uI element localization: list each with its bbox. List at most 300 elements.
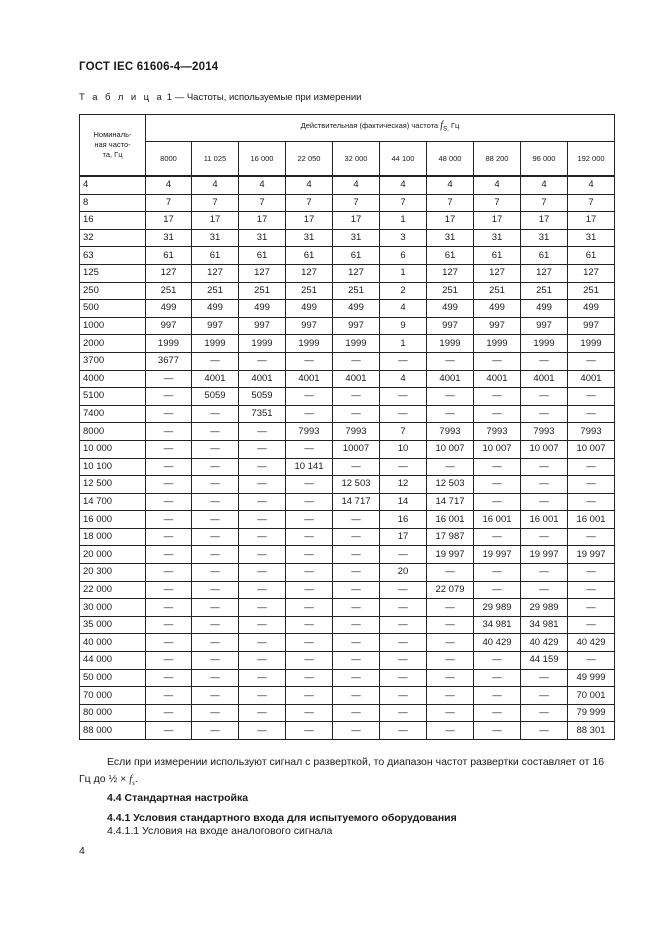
actual-frequency-cell: — — [192, 423, 239, 441]
actual-frequency-cell: — — [568, 599, 615, 617]
actual-frequency-cell: — — [286, 616, 333, 634]
table-row — [80, 634, 615, 652]
actual-frequency-cell: 12 503 — [427, 476, 474, 494]
actual-frequency-cell: — — [521, 528, 568, 546]
actual-frequency-cell: 61 — [568, 247, 615, 265]
actual-frequency-cell: — — [427, 388, 474, 406]
actual-frequency-cell: — — [192, 493, 239, 511]
actual-frequency-cell: — — [192, 616, 239, 634]
actual-frequency-cell: — — [286, 722, 333, 740]
actual-frequency-cell: 4 — [521, 176, 568, 194]
actual-frequency-cell: 127 — [192, 264, 239, 282]
actual-frequency-cell: 10 007 — [474, 440, 521, 458]
actual-frequency-cell: — — [286, 476, 333, 494]
actual-frequency-cell: 499 — [146, 300, 192, 318]
actual-frequency-cell: — — [521, 669, 568, 687]
actual-frequency-cell: 16 001 — [521, 511, 568, 529]
actual-frequency-cell: — — [427, 722, 474, 740]
sweep-note-fs-sub: s — [132, 779, 135, 788]
column-header: 96 000 — [521, 142, 568, 177]
actual-frequency-cell: — — [146, 564, 192, 582]
actual-frequency-cell: — — [380, 616, 427, 634]
nominal-frequency-cell: 5100 — [80, 388, 146, 406]
actual-frequency-cell: 251 — [521, 282, 568, 300]
actual-frequency-cell: 31 — [286, 229, 333, 247]
actual-frequency-cell: 499 — [286, 300, 333, 318]
actual-frequency-cell: — — [380, 687, 427, 705]
nominal-frequency-cell: 1000 — [80, 317, 146, 335]
actual-frequency-cell: 997 — [333, 317, 380, 335]
actual-frequency-cell: 7993 — [333, 423, 380, 441]
actual-frequency-cell: — — [380, 388, 427, 406]
actual-frequency-cell: — — [192, 634, 239, 652]
actual-frequency-cell: — — [239, 528, 286, 546]
actual-frequency-cell: — — [474, 458, 521, 476]
actual-frequency-cell: — — [192, 599, 239, 617]
nominal-frequency-cell: 12 500 — [80, 476, 146, 494]
actual-frequency-cell: 499 — [521, 300, 568, 318]
actual-frequency-cell: 10 — [380, 440, 427, 458]
actual-frequency-cell: 19 997 — [474, 546, 521, 564]
actual-frequency-cell: 5059 — [192, 388, 239, 406]
actual-frequency-cell: — — [521, 493, 568, 511]
actual-frequency-cell: — — [521, 704, 568, 722]
table-row — [80, 687, 615, 705]
actual-frequency-cell: — — [568, 528, 615, 546]
actual-frequency-cell: 10007 — [333, 440, 380, 458]
actual-frequency-cell: — — [521, 458, 568, 476]
actual-frequency-cell: — — [427, 669, 474, 687]
actual-frequency-cell: — — [239, 652, 286, 670]
column-header: 22 050 — [286, 142, 333, 177]
actual-frequency-cell: 29 989 — [474, 599, 521, 617]
actual-frequency-cell: 1999 — [239, 335, 286, 353]
actual-frequency-cell: 127 — [146, 264, 192, 282]
actual-frequency-cell: 40 429 — [521, 634, 568, 652]
actual-frequency-cell: — — [146, 528, 192, 546]
actual-frequency-cell: — — [474, 405, 521, 423]
actual-frequency-cell: 4 — [427, 176, 474, 194]
actual-frequency-cell: 1999 — [521, 335, 568, 353]
actual-frequency-cell: — — [239, 423, 286, 441]
actual-frequency-cell: 4 — [239, 176, 286, 194]
actual-frequency-cell: 6 — [380, 247, 427, 265]
table-row — [80, 317, 615, 335]
actual-header-text: Действительная (фактическая) частота — [300, 121, 439, 131]
actual-frequency-cell: — — [333, 616, 380, 634]
actual-frequency-cell: 17 — [146, 212, 192, 230]
actual-frequency-cell: — — [239, 687, 286, 705]
table-row — [80, 229, 615, 247]
nominal-frequency-cell: 32 — [80, 229, 146, 247]
actual-frequency-cell: 17 — [380, 528, 427, 546]
actual-frequency-cell: 31 — [474, 229, 521, 247]
nominal-frequency-cell: 2000 — [80, 335, 146, 353]
actual-frequency-cell: 7 — [521, 194, 568, 212]
actual-frequency-cell: 1999 — [333, 335, 380, 353]
actual-frequency-cell: 5059 — [239, 388, 286, 406]
actual-frequency-cell: 997 — [146, 317, 192, 335]
actual-frequency-cell: 4001 — [474, 370, 521, 388]
table-row — [80, 599, 615, 617]
actual-frequency-cell: — — [286, 599, 333, 617]
actual-frequency-cell: — — [568, 405, 615, 423]
nominal-frequency-cell: 500 — [80, 300, 146, 318]
nominal-frequency-cell: 8000 — [80, 423, 146, 441]
actual-frequency-cell: 7993 — [568, 423, 615, 441]
actual-frequency-cell: 17 987 — [427, 528, 474, 546]
table-row — [80, 722, 615, 740]
sweep-note-paragraph — [79, 754, 615, 792]
actual-frequency-cell: — — [192, 722, 239, 740]
actual-frequency-cell: 499 — [568, 300, 615, 318]
actual-frequency-cell: 997 — [568, 317, 615, 335]
actual-frequency-cell: 127 — [286, 264, 333, 282]
actual-frequency-cell: 17 — [568, 212, 615, 230]
actual-frequency-cell: 251 — [474, 282, 521, 300]
actual-frequency-cell: — — [146, 704, 192, 722]
actual-frequency-cell: — — [380, 546, 427, 564]
actual-frequency-cell: — — [333, 458, 380, 476]
actual-frequency-cell: 7993 — [427, 423, 474, 441]
fs-subscript: S, — [442, 125, 449, 133]
actual-frequency-cell: — — [474, 564, 521, 582]
actual-frequency-cell: — — [333, 388, 380, 406]
actual-frequency-cell: 34 981 — [474, 616, 521, 634]
actual-frequency-cell: — — [333, 405, 380, 423]
nominal-frequency-cell: 30 000 — [80, 599, 146, 617]
actual-frequency-cell: — — [474, 476, 521, 494]
actual-frequency-cell: — — [333, 564, 380, 582]
actual-frequency-cell: — — [239, 704, 286, 722]
nominal-frequency-cell: 40 000 — [80, 634, 146, 652]
actual-frequency-cell: 4 — [380, 370, 427, 388]
nominal-frequency-cell: 50 000 — [80, 669, 146, 687]
actual-frequency-cell: — — [286, 652, 333, 670]
actual-frequency-cell: 19 997 — [427, 546, 474, 564]
nominal-frequency-cell: 10 100 — [80, 458, 146, 476]
actual-frequency-cell: 7993 — [521, 423, 568, 441]
column-header: 16 000 — [239, 142, 286, 177]
actual-frequency-cell: 4001 — [192, 370, 239, 388]
actual-frequency-cell: — — [427, 616, 474, 634]
actual-frequency-cell: — — [521, 405, 568, 423]
actual-frequency-cell: 4 — [333, 176, 380, 194]
actual-frequency-cell: 61 — [474, 247, 521, 265]
actual-frequency-cell: — — [380, 581, 427, 599]
actual-frequency-cell: — — [286, 388, 333, 406]
actual-frequency-cell: — — [333, 581, 380, 599]
actual-frequency-cell: — — [333, 528, 380, 546]
actual-frequency-cell: — — [333, 704, 380, 722]
actual-frequency-cell: — — [427, 352, 474, 370]
actual-frequency-cell: 2 — [380, 282, 427, 300]
actual-frequency-cell: — — [239, 634, 286, 652]
actual-frequency-cell: 7 — [474, 194, 521, 212]
actual-frequency-cell: — — [239, 440, 286, 458]
actual-frequency-cell: — — [239, 564, 286, 582]
sweep-note-text: Если при измерении используют сигнал с разверткой, то диапазон частот развертки составляет от 16 Гц до ½ × — [79, 756, 605, 785]
column-header: 11 025 — [192, 142, 239, 177]
actual-frequency-cell: — — [192, 458, 239, 476]
table-caption — [79, 92, 362, 103]
actual-frequency-cell: — — [239, 722, 286, 740]
actual-frequency-cell: 1 — [380, 335, 427, 353]
actual-frequency-cell: 127 — [239, 264, 286, 282]
actual-frequency-cell: 88 301 — [568, 722, 615, 740]
actual-frequency-cell: 997 — [286, 317, 333, 335]
actual-frequency-cell: — — [521, 388, 568, 406]
table-row — [80, 493, 615, 511]
actual-frequency-cell: 1 — [380, 212, 427, 230]
nominal-frequency-cell: 250 — [80, 282, 146, 300]
actual-frequency-cell: — — [146, 511, 192, 529]
actual-frequency-cell: 31 — [146, 229, 192, 247]
actual-frequency-cell: — — [568, 616, 615, 634]
actual-frequency-cell: 1999 — [568, 335, 615, 353]
actual-frequency-cell: 7 — [427, 194, 474, 212]
table-row — [80, 458, 615, 476]
actual-frequency-cell: 4001 — [333, 370, 380, 388]
actual-frequency-cell: — — [146, 687, 192, 705]
actual-frequency-cell: — — [146, 599, 192, 617]
actual-frequency-cell: — — [192, 528, 239, 546]
actual-frequency-cell: 19 997 — [521, 546, 568, 564]
actual-frequency-cell: 16 — [380, 511, 427, 529]
actual-frequency-cell: 31 — [239, 229, 286, 247]
column-header: 8000 — [146, 142, 192, 177]
actual-frequency-cell: 9 — [380, 317, 427, 335]
actual-frequency-cell: 1 — [380, 264, 427, 282]
actual-frequency-cell: 251 — [146, 282, 192, 300]
actual-frequency-cell: 34 981 — [521, 616, 568, 634]
actual-frequency-cell: 17 — [333, 212, 380, 230]
nominal-frequency-cell: 16 000 — [80, 511, 146, 529]
actual-frequency-cell: 14 717 — [333, 493, 380, 511]
actual-frequency-cell: — — [521, 722, 568, 740]
table-row — [80, 176, 615, 194]
actual-frequency-cell: 10 141 — [286, 458, 333, 476]
actual-frequency-cell: 7351 — [239, 405, 286, 423]
actual-frequency-cell: 16 001 — [568, 511, 615, 529]
column-header: 44 100 — [380, 142, 427, 177]
actual-frequency-cell: 31 — [521, 229, 568, 247]
actual-frequency-cell: — — [474, 528, 521, 546]
actual-frequency-cell: 1999 — [146, 335, 192, 353]
table-row — [80, 388, 615, 406]
nominal-header-line: Номиналь- — [93, 130, 132, 139]
actual-frequency-cell: 61 — [286, 247, 333, 265]
nominal-frequency-cell: 18 000 — [80, 528, 146, 546]
actual-frequency-cell: — — [333, 546, 380, 564]
actual-frequency-cell: — — [239, 616, 286, 634]
actual-frequency-header — [146, 115, 615, 142]
nominal-frequency-cell: 63 — [80, 247, 146, 265]
actual-frequency-cell: — — [380, 669, 427, 687]
actual-frequency-cell: — — [427, 687, 474, 705]
actual-frequency-cell: 10 007 — [568, 440, 615, 458]
actual-frequency-cell: 10 007 — [427, 440, 474, 458]
actual-frequency-cell: — — [568, 652, 615, 670]
table-row — [80, 282, 615, 300]
actual-frequency-cell: 7 — [146, 194, 192, 212]
nominal-frequency-cell: 88 000 — [80, 722, 146, 740]
table-row — [80, 528, 615, 546]
actual-frequency-cell: — — [146, 388, 192, 406]
actual-frequency-cell: — — [427, 564, 474, 582]
nominal-frequency-cell: 14 700 — [80, 493, 146, 511]
table-row — [80, 564, 615, 582]
actual-frequency-cell: — — [568, 388, 615, 406]
actual-frequency-cell: 1999 — [427, 335, 474, 353]
nominal-frequency-cell: 80 000 — [80, 704, 146, 722]
actual-frequency-cell: — — [568, 476, 615, 494]
actual-frequency-cell: 12 — [380, 476, 427, 494]
actual-frequency-cell: — — [286, 352, 333, 370]
nominal-frequency-cell: 22 000 — [80, 581, 146, 599]
actual-frequency-cell: — — [333, 599, 380, 617]
actual-frequency-cell: — — [474, 388, 521, 406]
actual-frequency-cell: 499 — [474, 300, 521, 318]
actual-frequency-cell: — — [380, 458, 427, 476]
table-row — [80, 616, 615, 634]
actual-frequency-cell: 4 — [146, 176, 192, 194]
actual-frequency-cell: 997 — [239, 317, 286, 335]
actual-frequency-cell: 14 — [380, 493, 427, 511]
nominal-frequency-cell: 70 000 — [80, 687, 146, 705]
actual-frequency-cell: — — [239, 546, 286, 564]
actual-frequency-cell: — — [239, 458, 286, 476]
actual-frequency-cell: — — [427, 405, 474, 423]
actual-frequency-cell: 3677 — [146, 352, 192, 370]
table-row — [80, 405, 615, 423]
actual-frequency-cell: — — [192, 405, 239, 423]
table-row — [80, 264, 615, 282]
actual-frequency-cell: 70 001 — [568, 687, 615, 705]
actual-frequency-cell: 61 — [192, 247, 239, 265]
frequency-table — [79, 114, 615, 740]
actual-frequency-cell: — — [146, 616, 192, 634]
actual-frequency-cell: — — [239, 352, 286, 370]
nominal-frequency-cell: 20 300 — [80, 564, 146, 582]
actual-frequency-cell: 4001 — [427, 370, 474, 388]
actual-frequency-cell: 251 — [427, 282, 474, 300]
table-row — [80, 423, 615, 441]
table-row — [80, 440, 615, 458]
actual-frequency-cell: 17 — [521, 212, 568, 230]
actual-frequency-cell: — — [380, 599, 427, 617]
actual-frequency-cell: 7993 — [474, 423, 521, 441]
table-row — [80, 511, 615, 529]
actual-frequency-cell: — — [239, 493, 286, 511]
actual-frequency-cell: — — [474, 352, 521, 370]
actual-frequency-cell: — — [192, 669, 239, 687]
actual-frequency-cell: 29 989 — [521, 599, 568, 617]
actual-frequency-cell: — — [568, 564, 615, 582]
actual-frequency-cell: 31 — [192, 229, 239, 247]
actual-frequency-cell: 127 — [333, 264, 380, 282]
actual-frequency-cell: — — [427, 652, 474, 670]
actual-frequency-cell: — — [239, 669, 286, 687]
actual-frequency-cell: 127 — [427, 264, 474, 282]
table-caption-title: 1 — Частоты, используемые при измерении — [166, 92, 362, 103]
actual-frequency-cell: — — [521, 581, 568, 599]
actual-frequency-cell: — — [521, 564, 568, 582]
actual-frequency-cell: 7 — [568, 194, 615, 212]
actual-frequency-cell: — — [521, 687, 568, 705]
nominal-frequency-cell: 20 000 — [80, 546, 146, 564]
table-row — [80, 704, 615, 722]
actual-frequency-cell: 7 — [380, 194, 427, 212]
actual-frequency-cell: — — [474, 669, 521, 687]
nominal-frequency-cell: 10 000 — [80, 440, 146, 458]
actual-frequency-cell: 7 — [380, 423, 427, 441]
actual-frequency-cell: — — [474, 687, 521, 705]
nominal-frequency-header — [80, 115, 146, 177]
actual-frequency-cell: — — [286, 511, 333, 529]
actual-frequency-cell: — — [286, 493, 333, 511]
actual-frequency-cell: — — [380, 405, 427, 423]
actual-frequency-cell: — — [427, 458, 474, 476]
section-4-4-1-1-heading: 4.4.1.1 Условия на входе аналогового сигнала — [107, 825, 333, 837]
column-header: 88 200 — [474, 142, 521, 177]
section-4-4-1-heading: 4.4.1 Условия стандартного входа для испытуемого оборудования — [107, 812, 457, 824]
actual-frequency-cell: — — [146, 440, 192, 458]
table-row — [80, 669, 615, 687]
actual-frequency-cell: 4001 — [521, 370, 568, 388]
nominal-frequency-cell: 16 — [80, 212, 146, 230]
actual-frequency-cell: 12 503 — [333, 476, 380, 494]
section-4-4-heading: 4.4 Стандартная настройка — [107, 792, 249, 804]
fs-symbol: f — [440, 120, 443, 132]
actual-frequency-cell: 22 079 — [427, 581, 474, 599]
actual-frequency-cell: 61 — [521, 247, 568, 265]
actual-frequency-cell: 4 — [568, 176, 615, 194]
actual-frequency-cell: — — [333, 652, 380, 670]
actual-frequency-cell: 4001 — [239, 370, 286, 388]
actual-frequency-cell: — — [146, 370, 192, 388]
actual-frequency-cell: 31 — [333, 229, 380, 247]
table-row — [80, 546, 615, 564]
actual-frequency-cell: 40 429 — [474, 634, 521, 652]
table-row — [80, 247, 615, 265]
actual-frequency-cell: 17 — [286, 212, 333, 230]
actual-frequency-cell: — — [286, 687, 333, 705]
actual-frequency-cell: — — [146, 652, 192, 670]
table-row — [80, 335, 615, 353]
actual-frequency-cell: 251 — [239, 282, 286, 300]
actual-frequency-cell: 127 — [568, 264, 615, 282]
actual-frequency-cell: 17 — [427, 212, 474, 230]
actual-frequency-cell: 44 159 — [521, 652, 568, 670]
actual-frequency-cell: — — [192, 511, 239, 529]
nominal-frequency-cell: 4000 — [80, 370, 146, 388]
table-row — [80, 212, 615, 230]
column-header: 48 000 — [427, 142, 474, 177]
actual-frequency-cell: — — [474, 652, 521, 670]
table-row — [80, 581, 615, 599]
actual-frequency-cell: — — [427, 704, 474, 722]
actual-frequency-cell: — — [146, 634, 192, 652]
actual-frequency-cell: — — [380, 704, 427, 722]
actual-frequency-cell: — — [239, 581, 286, 599]
actual-frequency-cell: — — [146, 722, 192, 740]
actual-frequency-cell: — — [286, 546, 333, 564]
actual-frequency-cell: — — [333, 722, 380, 740]
actual-frequency-cell: — — [568, 458, 615, 476]
table-row — [80, 370, 615, 388]
nominal-frequency-cell: 7400 — [80, 405, 146, 423]
